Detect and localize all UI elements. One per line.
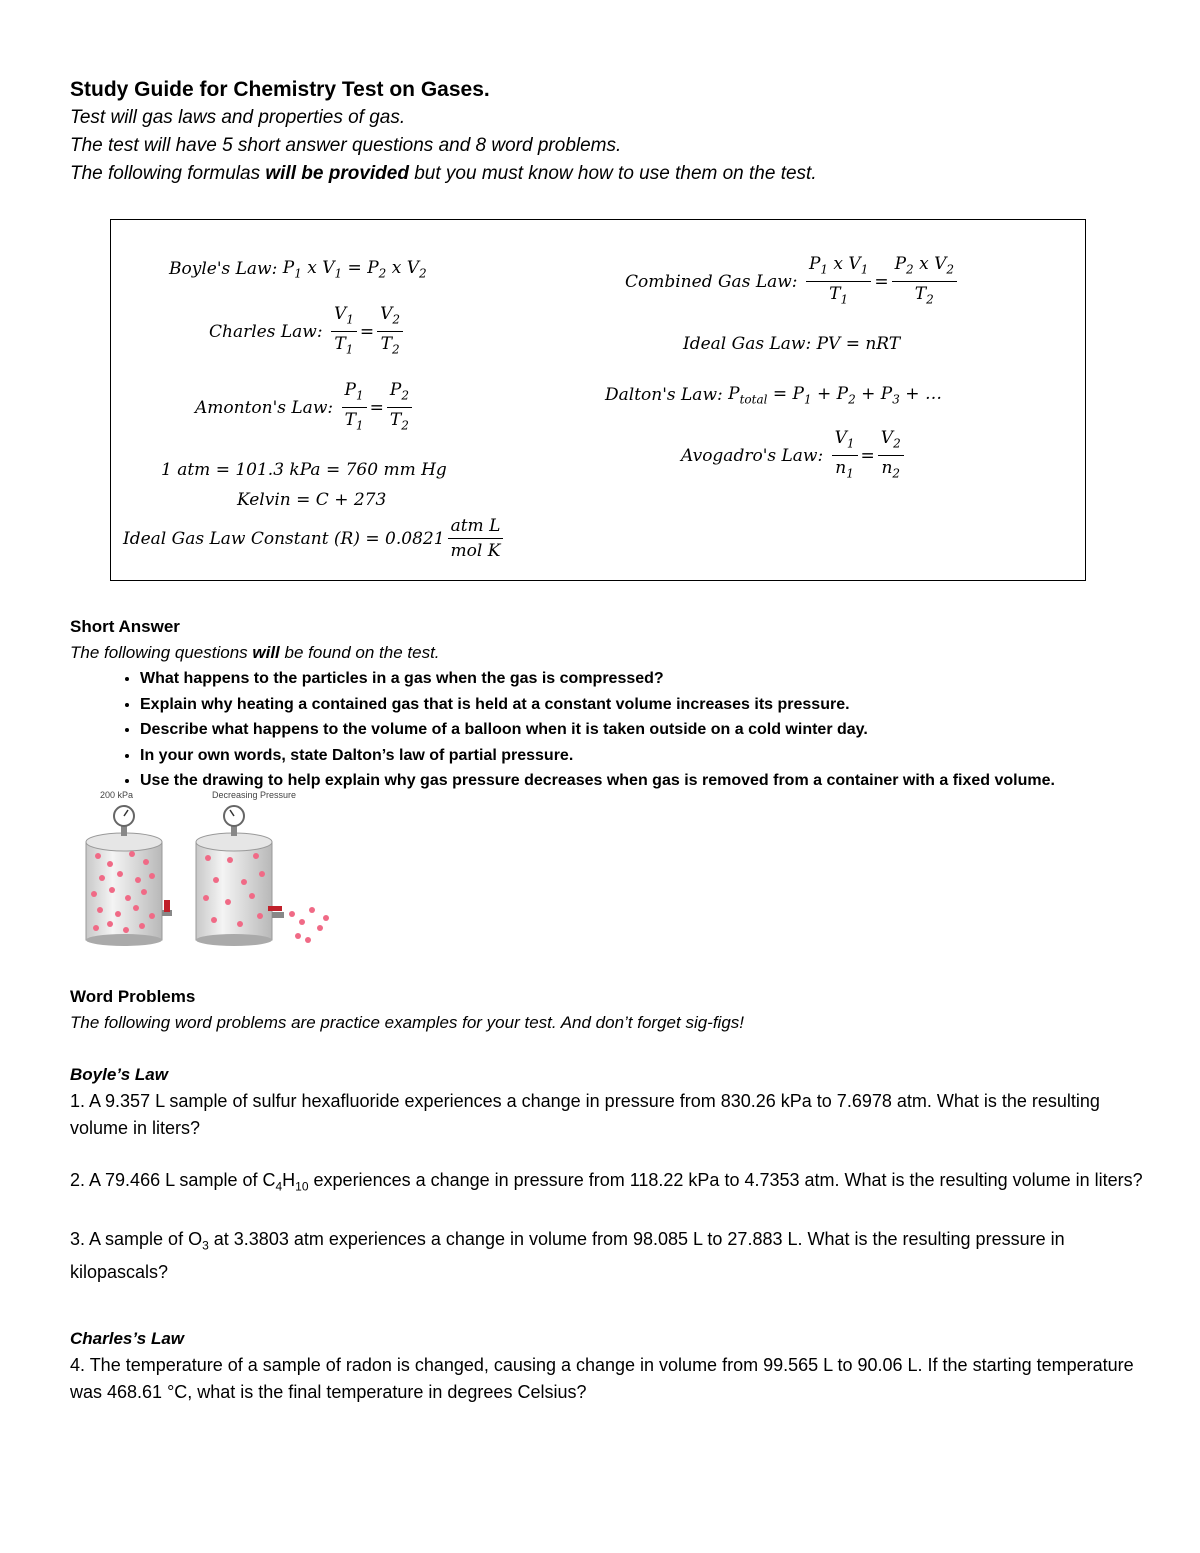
word-problems-intro: The following word problems are practice examples for your test. And don’t forget sig-figs!	[70, 1013, 745, 1032]
problem-3-sub: 3	[202, 1238, 209, 1253]
dalton-law-label: Dalton's Law:	[605, 385, 723, 406]
charles-problems-heading: Charles’s Law	[70, 1329, 185, 1348]
short-answer-intro-post: be found on the test.	[279, 643, 440, 662]
avogadro-law-formula: Avogadro's Law: $\frac{V_1}{n_1}$ = $\frac{V_2}{n_2}$	[681, 428, 907, 484]
problem-2-part-a: 2. A 79.466 L sample of C	[70, 1170, 276, 1190]
header	[70, 76, 1130, 188]
amonton-law-label: Amonton's Law:	[195, 397, 334, 418]
header-line-1: Test will gas laws and properties of gas.	[70, 107, 406, 128]
short-answer-heading: Short Answer	[70, 617, 180, 636]
problem-2-part-b: H	[282, 1170, 296, 1190]
short-answer-section	[70, 614, 1150, 794]
kelvin-conversion-text: Kelvin = C + 273	[237, 490, 387, 510]
avogadro-law-label: Avogadro's Law:	[681, 445, 824, 466]
boyle-problems-heading: Boyle’s Law	[70, 1065, 168, 1084]
header-line-3-pre: The following formulas	[70, 163, 266, 184]
list-item: • Use the drawing to help explain why gas pressure decreases when gas is removed from a container with a fixed volume.	[140, 768, 1150, 794]
problem-3-part-a: 3. A sample of O	[70, 1229, 203, 1250]
problem-4: 4. The temperature of a sample of radon is changed, causing a change in volume from 99.565 L to 90.06 L. If the starting temperature was 468.61 °C, what is the final temperature in degrees Celsius?	[70, 1355, 1134, 1402]
header-line-3-bold: will be provided	[265, 163, 409, 184]
problem-3	[70, 1226, 1150, 1286]
combined-gas-law-formula: Combined Gas Law: $\frac{P_1 x V_1}{T_1}$ = $\frac{P_2 x V_2}{T_2}$	[625, 254, 960, 310]
dalton-law-formula: Dalton's Law: $P_{total} = P_1 + P_2 + P_3$ + …	[605, 384, 942, 407]
gas-constant-label: Ideal Gas Law Constant (R) = 0.0821	[123, 528, 445, 549]
problem-2-part-c: experiences a change in pressure from 118.22 kPa to 4.7353 atm. What is the resulting volume in liters?	[308, 1170, 1143, 1190]
formula-box	[110, 219, 1086, 581]
problem-1: 1. A 9.357 L sample of sulfur hexafluoride experiences a change in pressure from 830.26 kPa to 7.6978 atm. What is the resulting volume in liters?	[70, 1091, 1100, 1138]
figure-caption-left: 200 kPa	[100, 790, 134, 800]
boyle-law-label: Boyle's Law:	[169, 259, 278, 280]
problem-2-sub-1: 4	[275, 1179, 283, 1194]
figure-caption-right: Decreasing Pressure	[212, 790, 297, 800]
boyle-problems	[70, 1062, 1150, 1286]
word-problems-heading: Word Problems	[70, 987, 196, 1006]
page-title: Study Guide for Chemistry Test on Gases.	[70, 78, 490, 101]
short-answer-intro	[70, 640, 1150, 666]
full-container	[86, 806, 172, 946]
charles-law-formula: Charles Law: $\frac{V_1}{T_1}$ = $\frac{V_2}{T_2}$	[209, 304, 406, 360]
gas-container-figure	[80, 790, 340, 950]
amonton-law-formula: Amonton's Law: $\frac{P_1}{T_1}$ = $\frac{P_2}{T_2}$	[195, 380, 415, 436]
ideal-gas-law-formula	[683, 334, 900, 354]
container-illustration	[80, 790, 340, 950]
pressure-conversion	[161, 460, 447, 480]
gas-constant-unit-den: mol K	[450, 541, 501, 561]
short-answer-intro-pre: The following questions	[70, 643, 253, 662]
short-answer-intro-bold: will	[252, 643, 280, 662]
pressure-conversion-text: 1 atm = 101.3 kPa = 760 mm Hg	[161, 460, 447, 480]
question-list	[70, 666, 1150, 794]
gas-constant	[123, 516, 506, 561]
header-line-3	[70, 160, 1130, 188]
charles-problems	[70, 1326, 1150, 1405]
header-line-2: The test will have 5 short answer questions and 8 word problems.	[70, 135, 622, 156]
word-problems-section	[70, 984, 1150, 1036]
combined-gas-law-label: Combined Gas Law:	[625, 271, 798, 292]
list-item: • Explain why heating a contained gas that is held at a constant volume increases its pressure.	[140, 692, 1150, 718]
kelvin-conversion	[237, 490, 386, 510]
list-item: • What happens to the particles in a gas when the gas is compressed?	[140, 666, 1150, 692]
charles-law-label: Charles Law:	[209, 321, 323, 342]
problem-3-part-b: at 3.3803 atm experiences a change in volume from 98.085 L to 27.883 L. What is the resulting pressure in kilopascals?	[70, 1229, 1065, 1283]
problem-2	[70, 1167, 1150, 1200]
ideal-gas-law-label: Ideal Gas Law: PV = nRT	[683, 334, 901, 354]
list-item: • In your own words, state Dalton’s law of partial pressure.	[140, 743, 1150, 769]
boyle-law-formula: Boyle's Law: $P_1$ x $V_1 = P_2$ x $V_2$	[169, 258, 427, 281]
list-item: • Describe what happens to the volume of a balloon when it is taken outside on a cold winter day.	[140, 717, 1150, 743]
header-line-3-post: but you must know how to use them on the test.	[408, 163, 817, 184]
gas-constant-unit-num: atm L	[450, 516, 501, 536]
problem-2-sub-2: 10	[295, 1179, 309, 1194]
